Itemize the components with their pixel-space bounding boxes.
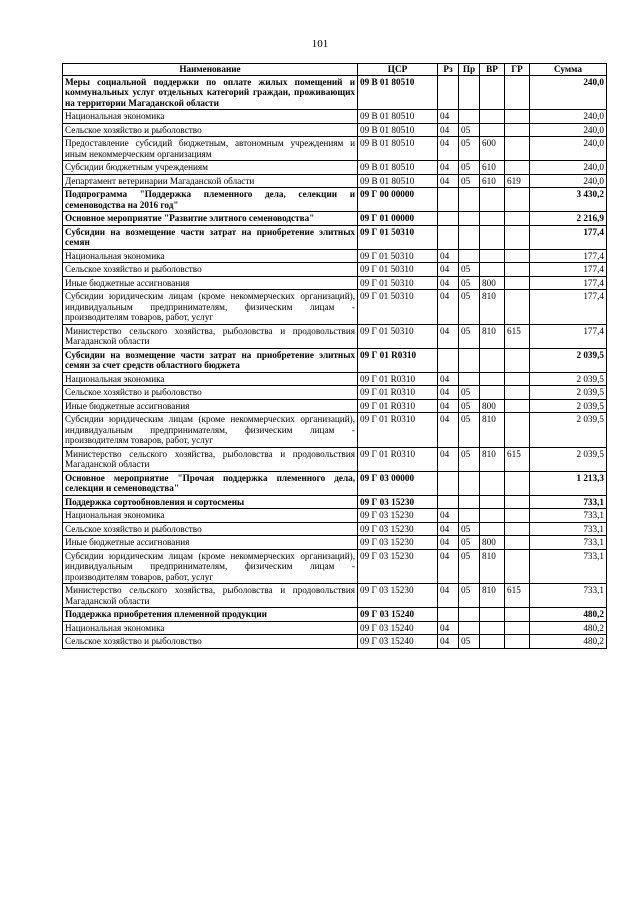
cell-sum: 1 213,3 bbox=[530, 471, 607, 495]
cell-csr: 09 В 01 80510 bbox=[358, 174, 438, 188]
cell-name: Основное мероприятие "Развитие элитного семеноводства" bbox=[63, 212, 358, 226]
cell-rz: 04 bbox=[438, 263, 459, 277]
cell-rz: 04 bbox=[438, 522, 459, 536]
cell-vr: 610 bbox=[480, 161, 505, 175]
cell-vr: 810 bbox=[480, 290, 505, 325]
cell-sum: 733,1 bbox=[530, 584, 607, 608]
cell-pr: 05 bbox=[459, 324, 480, 348]
cell-name: Основное мероприятие "Прочая поддержка племенного дела, селекции и семеноводства" bbox=[63, 471, 358, 495]
cell-rz: 04 bbox=[438, 249, 459, 263]
cell-csr: 09 Г 01 R0310 bbox=[358, 386, 438, 400]
cell-csr: 09 Г 03 15230 bbox=[358, 509, 438, 523]
cell-gr bbox=[505, 549, 530, 584]
table-body bbox=[63, 75, 607, 648]
cell-vr bbox=[480, 386, 505, 400]
cell-gr bbox=[505, 75, 530, 110]
cell-sum: 177,4 bbox=[530, 249, 607, 263]
cell-sum: 177,4 bbox=[530, 276, 607, 290]
table-row bbox=[63, 276, 607, 290]
cell-vr bbox=[480, 509, 505, 523]
cell-gr bbox=[505, 348, 530, 372]
page-number: 101 bbox=[311, 38, 329, 50]
table-header-row bbox=[63, 64, 607, 76]
cell-sum: 240,0 bbox=[530, 123, 607, 137]
cell-sum: 2 039,5 bbox=[530, 399, 607, 413]
cell-vr bbox=[480, 123, 505, 137]
cell-name: Национальная экономика bbox=[63, 249, 358, 263]
cell-sum: 2 039,5 bbox=[530, 348, 607, 372]
cell-vr bbox=[480, 249, 505, 263]
cell-csr: 09 В 01 80510 bbox=[358, 161, 438, 175]
table-row bbox=[63, 110, 607, 124]
header-name: Наименование bbox=[63, 64, 358, 76]
cell-rz: 04 bbox=[438, 137, 459, 161]
cell-pr bbox=[459, 110, 480, 124]
cell-csr: 09 Г 03 15230 bbox=[358, 495, 438, 509]
cell-vr bbox=[480, 372, 505, 386]
cell-name: Субсидии юридическим лицам (кроме некоммерческих организаций), индивидуальным предпринимателям, физическим лицам - производителям товаров, работ, услуг bbox=[63, 549, 358, 584]
cell-pr: 05 bbox=[459, 386, 480, 400]
cell-vr: 800 bbox=[480, 276, 505, 290]
cell-pr: 05 bbox=[459, 399, 480, 413]
table-row bbox=[63, 137, 607, 161]
table-row bbox=[63, 174, 607, 188]
cell-csr: 09 Г 03 00000 bbox=[358, 471, 438, 495]
cell-csr: 09 Г 01 50310 bbox=[358, 225, 438, 249]
cell-csr: 09 Г 01 50310 bbox=[358, 324, 438, 348]
cell-rz bbox=[438, 225, 459, 249]
budget-table bbox=[62, 63, 607, 649]
cell-name: Национальная экономика bbox=[63, 372, 358, 386]
cell-pr bbox=[459, 348, 480, 372]
cell-gr bbox=[505, 249, 530, 263]
cell-gr: 615 bbox=[505, 584, 530, 608]
cell-rz: 04 bbox=[438, 276, 459, 290]
cell-vr: 810 bbox=[480, 324, 505, 348]
cell-pr bbox=[459, 249, 480, 263]
cell-rz: 04 bbox=[438, 324, 459, 348]
cell-name: Сельское хозяйство и рыболовство bbox=[63, 123, 358, 137]
table-row bbox=[63, 413, 607, 448]
cell-sum: 3 430,2 bbox=[530, 188, 607, 212]
cell-name: Национальная экономика bbox=[63, 509, 358, 523]
cell-vr: 800 bbox=[480, 399, 505, 413]
cell-gr bbox=[505, 399, 530, 413]
cell-rz bbox=[438, 348, 459, 372]
cell-name: Национальная экономика bbox=[63, 110, 358, 124]
cell-sum: 480,2 bbox=[530, 608, 607, 622]
header-vr: ВР bbox=[480, 64, 505, 76]
cell-pr bbox=[459, 372, 480, 386]
cell-pr: 05 bbox=[459, 536, 480, 550]
cell-vr bbox=[480, 495, 505, 509]
cell-gr bbox=[505, 212, 530, 226]
cell-rz: 04 bbox=[438, 161, 459, 175]
cell-pr: 05 bbox=[459, 276, 480, 290]
table-row bbox=[63, 225, 607, 249]
cell-vr bbox=[480, 471, 505, 495]
cell-sum: 2 039,5 bbox=[530, 386, 607, 400]
cell-name: Сельское хозяйство и рыболовство bbox=[63, 386, 358, 400]
cell-name: Поддержка сортообновления и сортосмены bbox=[63, 495, 358, 509]
cell-rz: 04 bbox=[438, 399, 459, 413]
cell-csr: 09 Г 01 00000 bbox=[358, 212, 438, 226]
cell-csr: 09 В 01 80510 bbox=[358, 137, 438, 161]
table-row bbox=[63, 75, 607, 110]
cell-vr bbox=[480, 75, 505, 110]
cell-csr: 09 Г 01 R0310 bbox=[358, 399, 438, 413]
cell-gr bbox=[505, 635, 530, 649]
cell-vr bbox=[480, 608, 505, 622]
cell-name: Субсидии на возмещение части затрат на приобретение элитных семян за счет средств областного бюджета bbox=[63, 348, 358, 372]
table-row bbox=[63, 263, 607, 277]
cell-vr bbox=[480, 263, 505, 277]
table-row bbox=[63, 290, 607, 325]
cell-csr: 09 Г 01 R0310 bbox=[358, 447, 438, 471]
table-row bbox=[63, 471, 607, 495]
cell-vr bbox=[480, 621, 505, 635]
cell-sum: 2 216,9 bbox=[530, 212, 607, 226]
cell-sum: 240,0 bbox=[530, 75, 607, 110]
cell-rz bbox=[438, 471, 459, 495]
table-row bbox=[63, 509, 607, 523]
cell-vr: 600 bbox=[480, 137, 505, 161]
cell-sum: 2 039,5 bbox=[530, 413, 607, 448]
table-row bbox=[63, 188, 607, 212]
cell-name: Меры социальной поддержки по оплате жилых помещений и коммунальных услуг отдельных категорий граждан, проживающих на территории Магаданской области bbox=[63, 75, 358, 110]
cell-csr: 09 Г 01 50310 bbox=[358, 276, 438, 290]
header-gr: ГР bbox=[505, 64, 530, 76]
cell-rz: 04 bbox=[438, 290, 459, 325]
cell-gr: 619 bbox=[505, 174, 530, 188]
cell-pr bbox=[459, 509, 480, 523]
cell-csr: 09 Г 01 R0310 bbox=[358, 413, 438, 448]
cell-pr bbox=[459, 212, 480, 226]
cell-rz: 04 bbox=[438, 621, 459, 635]
cell-pr bbox=[459, 471, 480, 495]
cell-pr: 05 bbox=[459, 290, 480, 325]
cell-gr bbox=[505, 621, 530, 635]
cell-name: Министерство сельского хозяйства, рыболовства и продовольствия Магаданской области bbox=[63, 324, 358, 348]
cell-gr bbox=[505, 522, 530, 536]
cell-gr bbox=[505, 386, 530, 400]
cell-pr bbox=[459, 495, 480, 509]
header-rz: Рз bbox=[438, 64, 459, 76]
cell-name: Субсидии юридическим лицам (кроме некоммерческих организаций), индивидуальным предпринимателям, физическим лицам - производителям товаров, работ, услуг bbox=[63, 290, 358, 325]
cell-name: Предоставление субсидий бюджетным, автономным учреждениям и иным некоммерческим организациям bbox=[63, 137, 358, 161]
header-pr: Пр bbox=[459, 64, 480, 76]
cell-sum: 733,1 bbox=[530, 522, 607, 536]
cell-sum: 177,4 bbox=[530, 263, 607, 277]
table-row bbox=[63, 522, 607, 536]
cell-name: Департамент ветеринарии Магаданской области bbox=[63, 174, 358, 188]
cell-sum: 240,0 bbox=[530, 161, 607, 175]
cell-gr bbox=[505, 608, 530, 622]
cell-name: Субсидии на возмещение части затрат на приобретение элитных семян bbox=[63, 225, 358, 249]
cell-pr bbox=[459, 608, 480, 622]
cell-pr: 05 bbox=[459, 161, 480, 175]
cell-gr bbox=[505, 188, 530, 212]
cell-pr: 05 bbox=[459, 263, 480, 277]
cell-pr: 05 bbox=[459, 522, 480, 536]
cell-csr: 09 Г 03 15230 bbox=[358, 536, 438, 550]
cell-sum: 733,1 bbox=[530, 495, 607, 509]
cell-csr: 09 В 01 80510 bbox=[358, 123, 438, 137]
cell-gr bbox=[505, 263, 530, 277]
cell-gr bbox=[505, 110, 530, 124]
cell-name: Иные бюджетные ассигнования bbox=[63, 536, 358, 550]
cell-gr bbox=[505, 137, 530, 161]
cell-csr: 09 В 01 80510 bbox=[358, 75, 438, 110]
cell-rz: 04 bbox=[438, 413, 459, 448]
cell-name: Иные бюджетные ассигнования bbox=[63, 276, 358, 290]
cell-sum: 733,1 bbox=[530, 509, 607, 523]
cell-gr bbox=[505, 225, 530, 249]
cell-csr: 09 Г 01 R0310 bbox=[358, 348, 438, 372]
cell-rz: 04 bbox=[438, 372, 459, 386]
cell-rz: 04 bbox=[438, 123, 459, 137]
header-csr: ЦСР bbox=[358, 64, 438, 76]
table-row bbox=[63, 608, 607, 622]
table-row bbox=[63, 447, 607, 471]
cell-name: Министерство сельского хозяйства, рыболовства и продовольствия Магаданской области bbox=[63, 447, 358, 471]
cell-name: Национальная экономика bbox=[63, 621, 358, 635]
cell-pr: 05 bbox=[459, 549, 480, 584]
cell-name: Субсидии бюджетным учреждениям bbox=[63, 161, 358, 175]
table-row bbox=[63, 348, 607, 372]
table-row bbox=[63, 324, 607, 348]
cell-vr: 800 bbox=[480, 536, 505, 550]
table-row bbox=[63, 212, 607, 226]
cell-name: Сельское хозяйство и рыболовство bbox=[63, 522, 358, 536]
cell-csr: 09 Г 03 15230 bbox=[358, 522, 438, 536]
cell-vr: 610 bbox=[480, 174, 505, 188]
cell-csr: 09 Г 01 50310 bbox=[358, 263, 438, 277]
cell-rz bbox=[438, 188, 459, 212]
cell-gr bbox=[505, 372, 530, 386]
cell-pr bbox=[459, 188, 480, 212]
cell-sum: 177,4 bbox=[530, 290, 607, 325]
table-row bbox=[63, 161, 607, 175]
cell-sum: 480,2 bbox=[530, 635, 607, 649]
cell-name: Министерство сельского хозяйства, рыболовства и продовольствия Магаданской области bbox=[63, 584, 358, 608]
cell-rz: 04 bbox=[438, 110, 459, 124]
table-row bbox=[63, 372, 607, 386]
cell-rz: 04 bbox=[438, 174, 459, 188]
cell-rz: 04 bbox=[438, 584, 459, 608]
cell-name: Сельское хозяйство и рыболовство bbox=[63, 635, 358, 649]
cell-pr: 05 bbox=[459, 584, 480, 608]
cell-rz: 04 bbox=[438, 509, 459, 523]
cell-rz: 04 bbox=[438, 447, 459, 471]
table-row bbox=[63, 536, 607, 550]
cell-csr: 09 Г 03 15230 bbox=[358, 549, 438, 584]
cell-sum: 177,4 bbox=[530, 324, 607, 348]
cell-vr bbox=[480, 110, 505, 124]
cell-rz bbox=[438, 608, 459, 622]
table-row bbox=[63, 495, 607, 509]
cell-rz bbox=[438, 495, 459, 509]
cell-gr bbox=[505, 509, 530, 523]
cell-rz bbox=[438, 212, 459, 226]
cell-csr: 09 В 01 80510 bbox=[358, 110, 438, 124]
table-row bbox=[63, 584, 607, 608]
cell-sum: 240,0 bbox=[530, 110, 607, 124]
cell-csr: 09 Г 03 15240 bbox=[358, 635, 438, 649]
cell-gr bbox=[505, 290, 530, 325]
cell-name: Субсидии юридическим лицам (кроме некоммерческих организаций), индивидуальным предпринимателям, физическим лицам - производителям товаров, работ, услуг bbox=[63, 413, 358, 448]
cell-gr bbox=[505, 276, 530, 290]
cell-pr: 05 bbox=[459, 447, 480, 471]
cell-pr: 05 bbox=[459, 635, 480, 649]
cell-name: Сельское хозяйство и рыболовство bbox=[63, 263, 358, 277]
cell-pr: 05 bbox=[459, 137, 480, 161]
table-row bbox=[63, 621, 607, 635]
cell-sum: 733,1 bbox=[530, 536, 607, 550]
cell-vr bbox=[480, 188, 505, 212]
cell-csr: 09 Г 03 15240 bbox=[358, 608, 438, 622]
cell-sum: 2 039,5 bbox=[530, 447, 607, 471]
table-row bbox=[63, 399, 607, 413]
cell-vr bbox=[480, 225, 505, 249]
cell-rz: 04 bbox=[438, 549, 459, 584]
cell-sum: 240,0 bbox=[530, 137, 607, 161]
cell-gr bbox=[505, 413, 530, 448]
cell-gr: 615 bbox=[505, 324, 530, 348]
cell-sum: 2 039,5 bbox=[530, 372, 607, 386]
cell-csr: 09 Г 01 50310 bbox=[358, 290, 438, 325]
cell-pr: 05 bbox=[459, 123, 480, 137]
cell-sum: 240,0 bbox=[530, 174, 607, 188]
cell-csr: 09 Г 01 R0310 bbox=[358, 372, 438, 386]
cell-pr bbox=[459, 75, 480, 110]
cell-vr bbox=[480, 522, 505, 536]
header-sum: Сумма bbox=[530, 64, 607, 76]
cell-csr: 09 Г 01 50310 bbox=[358, 249, 438, 263]
cell-gr bbox=[505, 471, 530, 495]
cell-gr bbox=[505, 123, 530, 137]
cell-csr: 09 Г 03 15230 bbox=[358, 584, 438, 608]
cell-vr: 810 bbox=[480, 447, 505, 471]
table-row bbox=[63, 123, 607, 137]
cell-vr bbox=[480, 635, 505, 649]
cell-gr bbox=[505, 161, 530, 175]
cell-rz: 04 bbox=[438, 386, 459, 400]
cell-gr bbox=[505, 536, 530, 550]
cell-name: Подпрограмма "Поддержка племенного дела, селекции и семеноводства на 2016 год" bbox=[63, 188, 358, 212]
cell-vr bbox=[480, 212, 505, 226]
cell-rz bbox=[438, 75, 459, 110]
table-row bbox=[63, 249, 607, 263]
table-row bbox=[63, 386, 607, 400]
cell-gr bbox=[505, 495, 530, 509]
cell-pr bbox=[459, 621, 480, 635]
cell-vr bbox=[480, 348, 505, 372]
table-row bbox=[63, 549, 607, 584]
table-row bbox=[63, 635, 607, 649]
cell-sum: 480,2 bbox=[530, 621, 607, 635]
cell-pr: 05 bbox=[459, 413, 480, 448]
cell-sum: 733,1 bbox=[530, 549, 607, 584]
cell-vr: 810 bbox=[480, 413, 505, 448]
cell-name: Иные бюджетные ассигнования bbox=[63, 399, 358, 413]
cell-gr: 615 bbox=[505, 447, 530, 471]
cell-vr: 810 bbox=[480, 584, 505, 608]
cell-pr bbox=[459, 225, 480, 249]
cell-vr: 810 bbox=[480, 549, 505, 584]
cell-rz: 04 bbox=[438, 635, 459, 649]
cell-pr: 05 bbox=[459, 174, 480, 188]
cell-sum: 177,4 bbox=[530, 225, 607, 249]
cell-csr: 09 Г 03 15240 bbox=[358, 621, 438, 635]
cell-csr: 09 Г 00 00000 bbox=[358, 188, 438, 212]
cell-name: Поддержка приобретения племенной продукции bbox=[63, 608, 358, 622]
cell-rz: 04 bbox=[438, 536, 459, 550]
